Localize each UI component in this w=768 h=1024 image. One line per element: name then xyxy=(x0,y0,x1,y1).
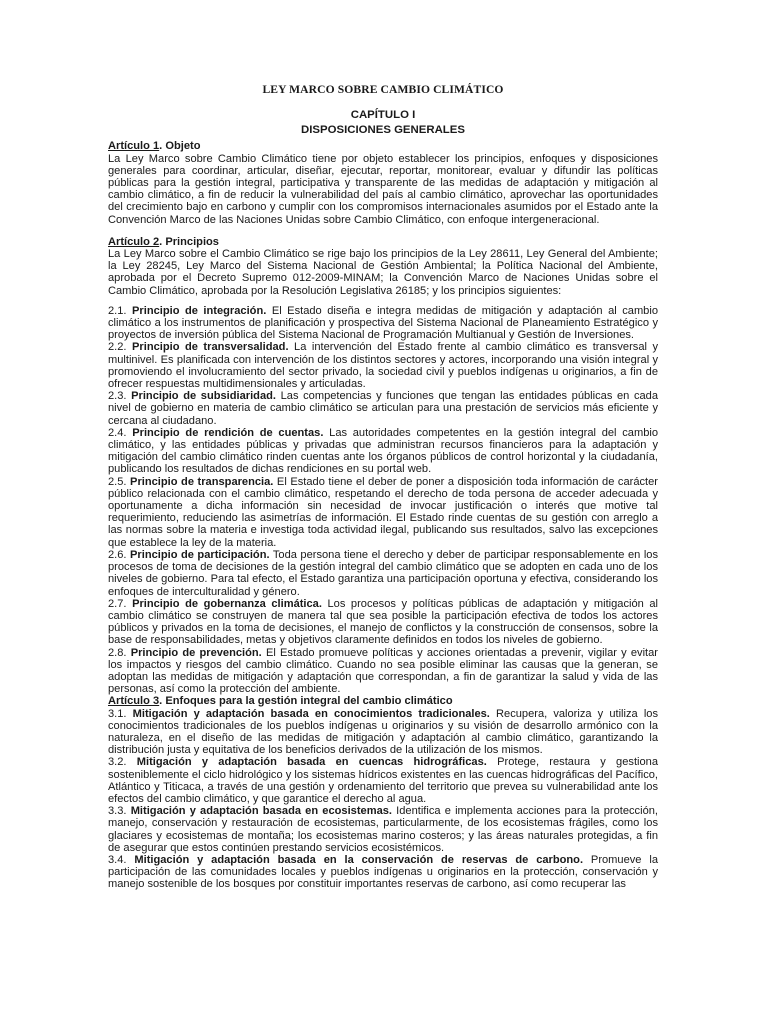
principle-2-1: 2.1. Principio de integración. El Estado diseña e integra medidas de mitigación y adaptación al cambio climático a los instrumentos de planificación y prospectiva del Sistema Nacional de Planeamiento Estratégico y proyectos de inversión pública del Sistema Nacional de Programación Multianual y Gestión de Inversiones. xyxy=(108,304,658,342)
document-page xyxy=(108,84,658,891)
article-3-heading xyxy=(108,695,658,707)
principle-2-3: 2.3. Principio de subsidiaridad. Las competencias y funciones que tengan las entidades públicas en cada nivel de gobierno en materia de cambio climático se articulan para una prestación de servicios más eficiente y cercana al ciudadano. xyxy=(108,390,658,427)
article-2-label: Artículo 2 xyxy=(108,235,160,248)
article-1-label: Artículo 1 xyxy=(108,140,160,153)
article-2-body: La Ley Marco sobre el Cambio Climático se rige bajo los principios de la Ley 28611, Ley General del Ambiente; la Ley 28245, Ley Marco del Sistema Nacional de Gestión Ambiental; la Política Nacional del Ambiente, aprobada por el Decreto Supremo 012-2009-MINAM; la Convención Marco de Naciones Unidas sobre el Cambio Climático, aprobada por la Resolución Legislativa 26185; y los principios siguientes: xyxy=(108,248,658,297)
approach-3-2: 3.2. Mitigación y adaptación basada en cuencas hidrográficas. Protege, restaura y gestiona sosteniblemente el ciclo hidrológico y los sistemas hídricos existentes en las cuencas hidrográficas del Pacífico, Atlántico y Titicaca, a través de una gestión y ordenamiento del territorio que prevea su vulnerabilidad ante los efectos del cambio climático, y que garantice el derecho al agua. xyxy=(108,756,658,805)
article-2-heading xyxy=(108,236,658,248)
principle-2-7: 2.7. Principio de gobernanza climática. Los procesos y políticas públicas de adaptación y mitigación al cambio climático se construyen de manera tal que sea posible la participación efectiva de todos los actores públicos y privados en la toma de decisiones, el manejo de conflictos y la construcción de consensos, sobre la base de responsabilidades, metas y objetivos claramente definidos en todos los niveles de gobierno. xyxy=(108,597,658,647)
article-1-heading xyxy=(108,140,658,152)
article-3-label: Artículo 3 xyxy=(108,695,160,708)
article-2-title: . Principios xyxy=(159,235,219,248)
article-1-title: . Objeto xyxy=(159,140,201,153)
article-1-body: La Ley Marco sobre Cambio Climático tiene por objeto establecer los principios, enfoques y disposiciones generales para coordinar, articular, diseñar, ejecutar, reportar, monitorear, evaluar y difundir las políticas públicas para la gestión integral, participativa y transparente de las medidas de adaptación y mitigación al cambio climático, a fin de reducir la vulnerabilidad del país al cambio climático, aprovechar las oportunidades del crecimiento bajo en carbono y cumplir con los compromisos internacionales asumidos por el Estado ante la Convención Marco de las Naciones Unidas sobre Cambio Climático, con enfoque intergeneracional. xyxy=(108,152,658,226)
document-title: LEY MARCO SOBRE CAMBIO CLIMÁTICO xyxy=(262,83,504,96)
principle-2-4: 2.4. Principio de rendición de cuentas. Las autoridades competentes en la gestión integral del cambio climático, y las entidades públicas y privadas que administran recursos financieros para la adaptación y mitigación del cambio climático rinden cuentas ante los órganos públicos de control horizontal y la ciudadanía, publicando los resultados de dichas rendiciones en su portal web. xyxy=(108,426,658,476)
approach-3-1: 3.1. Mitigación y adaptación basada en conocimientos tradicionales. Recupera, valoriza y utiliza los conocimientos tradicionales de los pueblos indígenas u originarios y su visión de desarrollo armónico con la naturaleza, en el diseño de las medidas de mitigación y adaptación al cambio climático, garantizando la distribución justa y equitativa de los beneficios derivados de la utilización de los mismos. xyxy=(108,707,658,757)
article-3-title: . Enfoques para la gestión integral del cambio climático xyxy=(159,695,453,708)
principle-2-6: 2.6. Principio de participación. Toda persona tiene el derecho y deber de participar responsablemente en los procesos de toma de decisiones de la gestión integral del cambio climático que se adopten en cada uno de los niveles de gobierno. Para tal efecto, el Estado garantiza una participación oportuna y efectiva, considerando los enfoques de interculturalidad y género. xyxy=(108,548,658,598)
principle-2-2: 2.2. Principio de transversalidad. La intervención del Estado frente al cambio climático es transversal y multinivel. Es planificada con intervención de los distintos sectores y actores, incorporando una visión integral y promoviendo el involucramiento del sector privado, la sociedad civil y pueblos indígenas u originarios, a fin de ofrecer respuestas multidimensionales y articuladas. xyxy=(108,341,658,391)
chapter-number: CAPÍTULO I xyxy=(350,109,416,122)
approach-3-4: 3.4. Mitigación y adaptación basada en la conservación de reservas de carbono. Promueve la participación de las comunidades locales y pueblos indígenas u originarios en la protección, conservación y manejo sostenible de los bosques por constituir importantes reservas de carbono, así como recuperar las xyxy=(108,853,658,891)
spacer xyxy=(108,297,658,305)
spacer xyxy=(108,226,658,236)
approach-3-3: 3.3. Mitigación y adaptación basada en ecosistemas. Identifica e implementa acciones para la protección, manejo, conservación y restauración de ecosistemas, particularmente, de los ecosistemas frágiles, como los glaciares y ecosistemas de montaña; los ecosistemas marino costeros; y las áreas naturales protegidas, a fin de asegurar que estos continúen prestando servicios ecosistémicos. xyxy=(108,805,658,854)
principle-2-8: 2.8. Principio de prevención. El Estado promueve políticas y acciones orientadas a prevenir, vigilar y evitar los impactos y riesgos del cambio climático. Cuando no sea posible eliminar las causas que la generan, se adoptan las medidas de mitigación y adaptación que correspondan, a fin de garantizar la salud y vida de las personas, así como la protección del ambiente. xyxy=(108,646,658,696)
principle-2-5: 2.5. Principio de transparencia. El Estado tiene el deber de poner a disposición toda información de carácter público relacionada con el cambio climático, respetando el derecho de toda persona de acceder adecuada y oportunamente a dicha información sin necesidad de invocar justificación o interés que motive tal requerimiento, reduciendo las asimetrías de información. El Estado rinde cuentas de su gestión con arreglo a las normas sobre la materia e investiga toda actividad ilegal, publicando sus resultados, salvo las excepciones que establece la ley de la materia. xyxy=(108,475,658,549)
chapter-title: DISPOSICIONES GENERALES xyxy=(301,123,465,136)
